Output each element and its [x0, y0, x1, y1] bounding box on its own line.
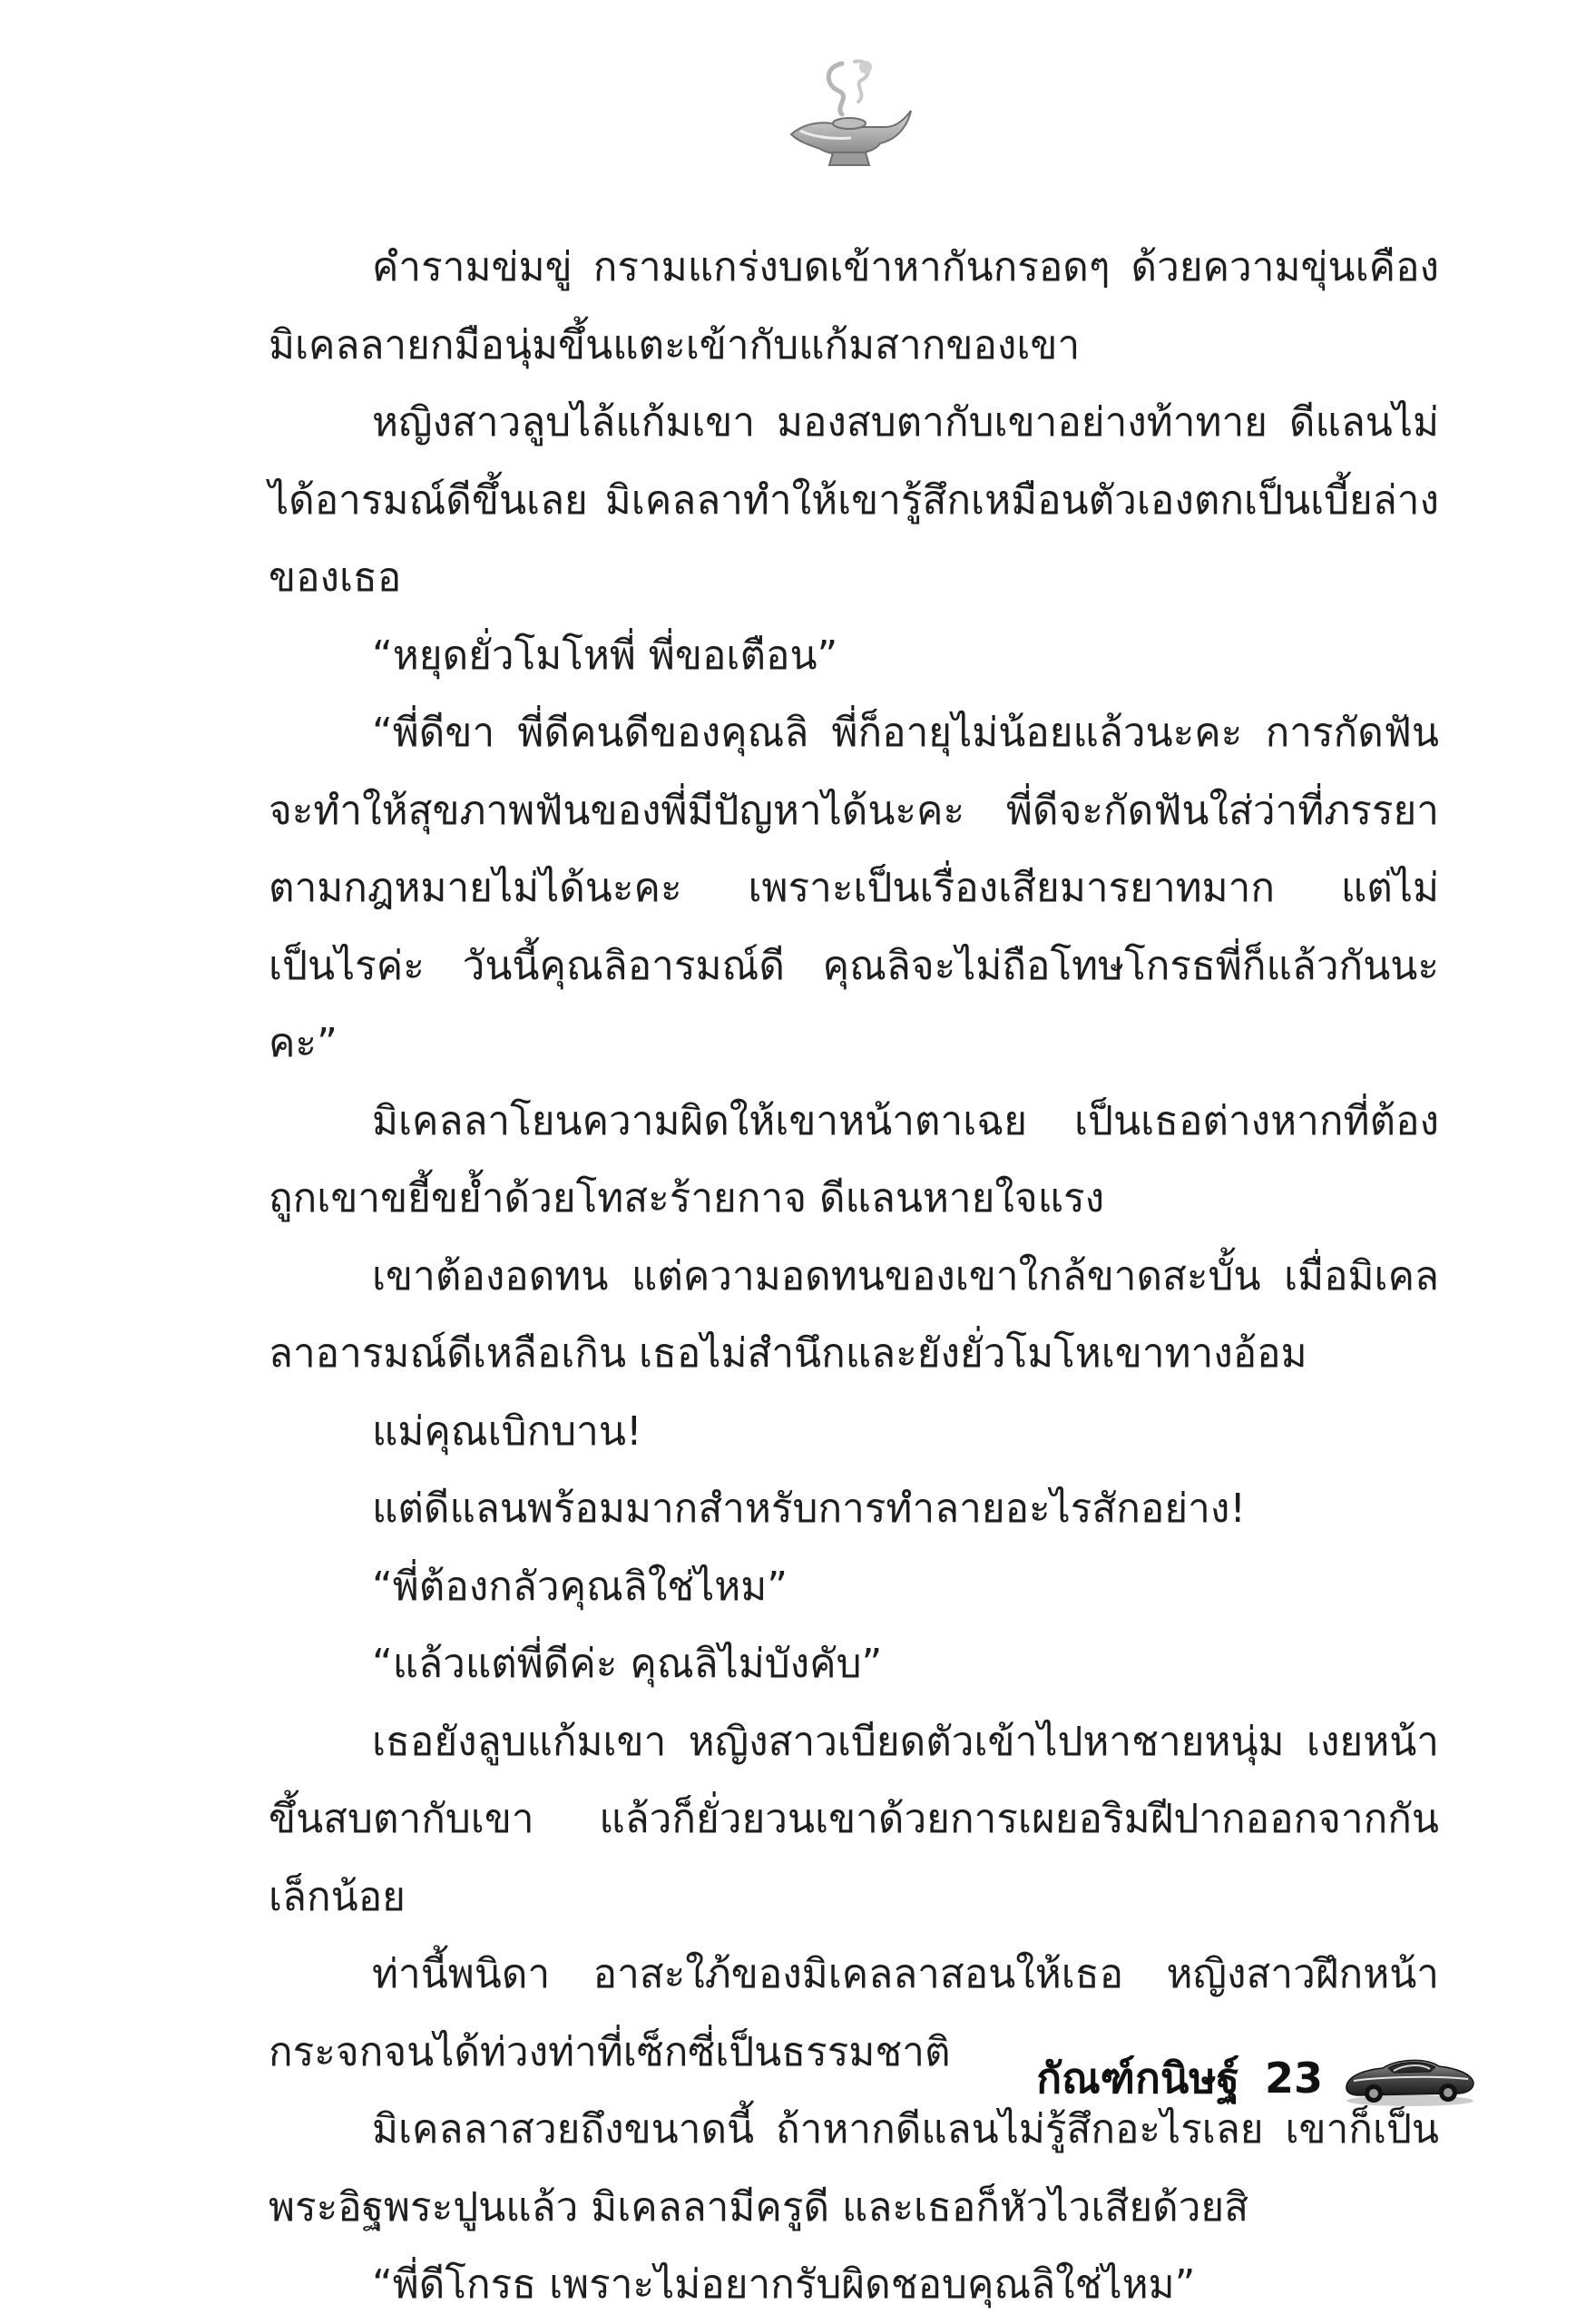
body-text [269, 229, 1439, 2324]
paragraph: “หยุดยั่วโมโหพี่ พี่ขอเตือน” [372, 632, 838, 679]
book-title: กัณฑ์กนิษฐ์ [1036, 2053, 1239, 2103]
paragraph: มิเคลลาสวยถึงขนาดนี้ ถ้าหากดีแลนไม่รู้สึกอะไรเลย เขาก็เป็นพระอิฐพระปูนแล้ว มิเคลลามีครูดี และเธอก็หัวไวเสียด้วยสิ [269, 2106, 1439, 2231]
paragraph: เขาต้องอดทน แต่ความอดทนของเขาใกล้ขาดสะบั้น เมื่อมิเคลลาอารมณ์ดีเหลือเกิน เธอไม่สำนึกและยังยั่วโมโหเขาทางอ้อม [269, 1252, 1439, 1377]
paragraph: แต่ดีแลนพร้อมมากสำหรับการทำลายอะไรสักอย่าง! [372, 1486, 1246, 1532]
paragraph: ท่านี้พนิดา อาสะใภ้ของมิเคลลาสอนให้เธอ หญิงสาวฝึกหน้ากระจกจนได้ท่วงท่าที่เซ็กซี่เป็นธรรมชาติ [269, 1951, 1439, 2075]
paragraph: “พี่ต้องกลัวคุณลิใช่ไหม” [372, 1563, 788, 1610]
paragraph: “พี่ดีโกรธ เพราะไม่อยากรับผิดชอบคุณลิใช่ไหม” [372, 2261, 1196, 2308]
paragraph: เธอยังลูบแก้มเขา หญิงสาวเบียดตัวเข้าไปหาชายหนุ่ม เงยหน้าขึ้นสบตากับเขา แล้วก็ยั่วยวนเขาด้วยการเผยอริมฝีปากออกจากกันเล็กน้อย [269, 1718, 1439, 1920]
paragraph: แม่คุณเบิกบาน! [372, 1407, 642, 1455]
genie-lamp-icon [778, 54, 915, 172]
page-number: 23 [1264, 2054, 1323, 2103]
paragraph: “พี่ดีขา พี่ดีคนดีของคุณลิ พี่ก็อายุไม่น้อยแล้วนะคะ การกัดฟันจะทำให้สุขภาพฟันของพี่มีปัญหาได้นะคะ พี่ดีจะกัดฟันใส่ว่าที่ภรรยาตามกฎหมายไม่ได้นะคะ เพราะเป็นเรื่องเสียมารยาทมาก แต่ไม่เป็นไรค่ะ วันนี้คุณลิอารมณ์ดี คุณลิจะไม่ถือโทษโกรธพี่ก็แล้วกันนะคะ” [269, 710, 1439, 1066]
paragraph: หญิงสาวลูบไล้แก้มเขา มองสบตากับเขาอย่างท้าทาย ดีแลนไม่ได้อารมณ์ดีขึ้นเลย มิเคลลาทำให้เขารู้สึกเหมือนตัวเองตกเป็นเบี้ยล่างของเธอ [269, 399, 1439, 601]
paragraph: มิเคลลาโยนความผิดให้เขาหน้าตาเฉย เป็นเธอต่างหากที่ต้องถูกเขาขยี้ขย้ำด้วยโทสะร้ายกาจ ดีแลนหายใจแรง [269, 1097, 1439, 1221]
paragraph: คำรามข่มขู่ กรามแกร่งบดเข้าหากันกรอดๆ ด้วยความขุ่นเคือง มิเคลลายกมือนุ่มขึ้นแตะเข้ากับแก้มสากของเขา [269, 244, 1439, 368]
sports-car-icon [1341, 2048, 1477, 2108]
paragraph: “แล้วแต่พี่ดีค่ะ คุณลิไม่บังคับ” [372, 1641, 883, 1687]
page-footer [1036, 2044, 1477, 2113]
